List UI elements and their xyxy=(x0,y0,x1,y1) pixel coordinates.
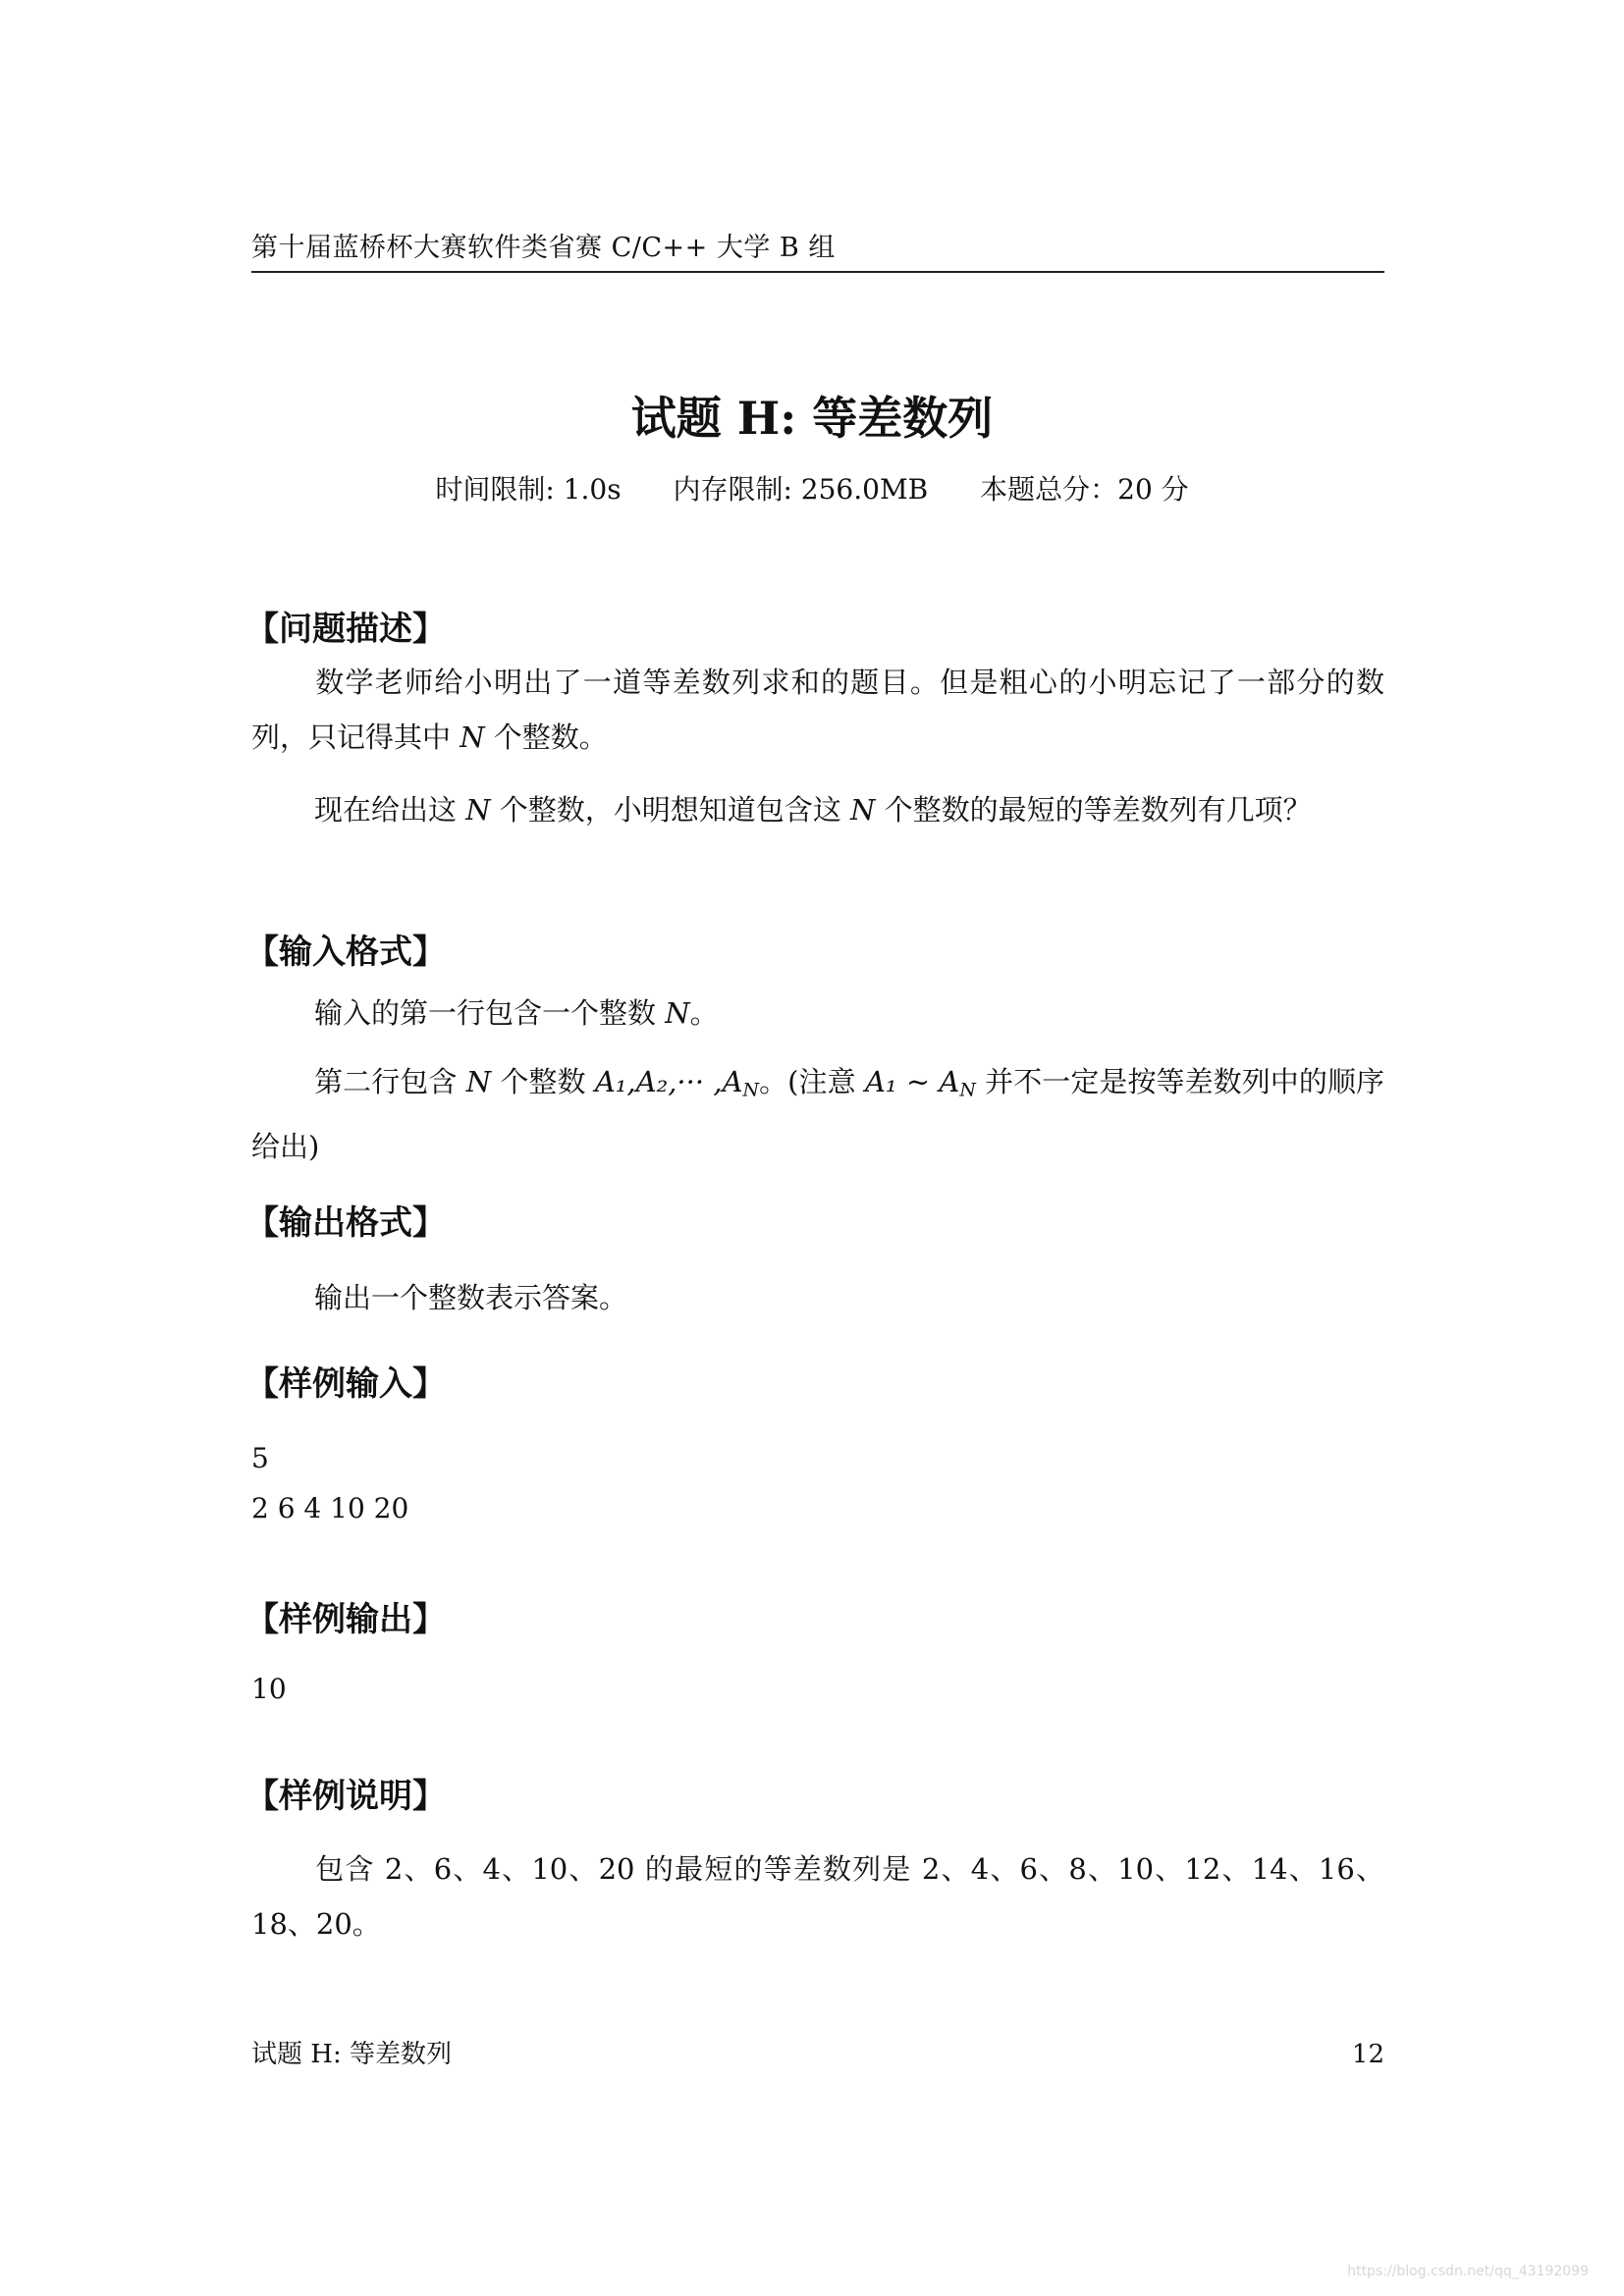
section-heading-input-format: 【输入格式】 xyxy=(245,933,446,972)
running-header: 第十届蓝桥杯大赛软件类省赛 C/C++ 大学 B 组 xyxy=(251,233,836,263)
memory-limit: 内存限制: 256.0MB xyxy=(673,473,929,506)
math-range: A₁ ∼ A xyxy=(864,1065,960,1098)
page-number: 12 xyxy=(1351,2040,1384,2069)
description-paragraph-1: 数学老师给小明出了一道等差数列求和的题目。但是粗心的小明忘记了一部分的数列，只记得其中 N 个整数。 xyxy=(251,666,1384,754)
title-letter: H: xyxy=(736,392,797,445)
section-heading-sample-input: 【样例输入】 xyxy=(245,1364,446,1404)
page-footer xyxy=(251,2038,1384,2071)
sample-explanation-paragraph: 包含 2、6、4、10、20 的最短的等差数列是 2、4、6、8、10、12、14、16、18、20。 xyxy=(251,1852,1384,1941)
watermark: https://blog.csdn.net/qq_43192099 xyxy=(1347,2264,1589,2279)
section-heading-description: 【问题描述】 xyxy=(245,610,446,649)
math-sequence: A₁,A₂,··· ,A xyxy=(594,1065,743,1098)
title-name: 等差数列 xyxy=(796,392,994,445)
problem-title xyxy=(0,391,1624,446)
time-limit: 时间限制: 1.0s xyxy=(435,473,622,506)
total-score: 本题总分：20 分 xyxy=(980,473,1189,506)
math-var-n: N xyxy=(850,793,876,827)
section-heading-sample-explanation: 【样例说明】 xyxy=(245,1777,446,1816)
title-prefix: 试题 xyxy=(630,392,737,445)
section-heading-sample-output: 【样例输出】 xyxy=(245,1600,446,1639)
footer-title: 试题 H: 等差数列 xyxy=(251,2040,452,2069)
input-format-paragraph-1: 输入的第一行包含一个整数 N。 xyxy=(314,996,719,1030)
section-heading-output-format: 【输出格式】 xyxy=(245,1203,446,1243)
math-var-n: N xyxy=(465,1065,492,1098)
math-var-n: N xyxy=(460,721,485,754)
math-var-n: N xyxy=(665,996,690,1030)
description-paragraph-2: 现在给出这 N 个整数，小明想知道包含这 N 个整数的最短的等差数列有几项？ xyxy=(314,793,1312,827)
header-rule xyxy=(251,271,1384,273)
input-format-paragraph-2: 第二行包含 N 个整数 $A_1,A_2,\cdot\cdot\cdot ,A_N$。(注意 A₁ ∼ $A_N$ 并不一定是按等差数列中的顺序给出) xyxy=(251,1065,1385,1163)
limits-line xyxy=(0,471,1624,508)
sample-output-line-1: 10 xyxy=(251,1673,287,1705)
sample-input-line-2: 2 6 4 10 20 xyxy=(251,1492,409,1524)
output-format-paragraph: 输出一个整数表示答案。 xyxy=(314,1281,628,1314)
math-var-n: N xyxy=(465,793,491,827)
sample-input-line-1: 5 xyxy=(251,1442,269,1474)
